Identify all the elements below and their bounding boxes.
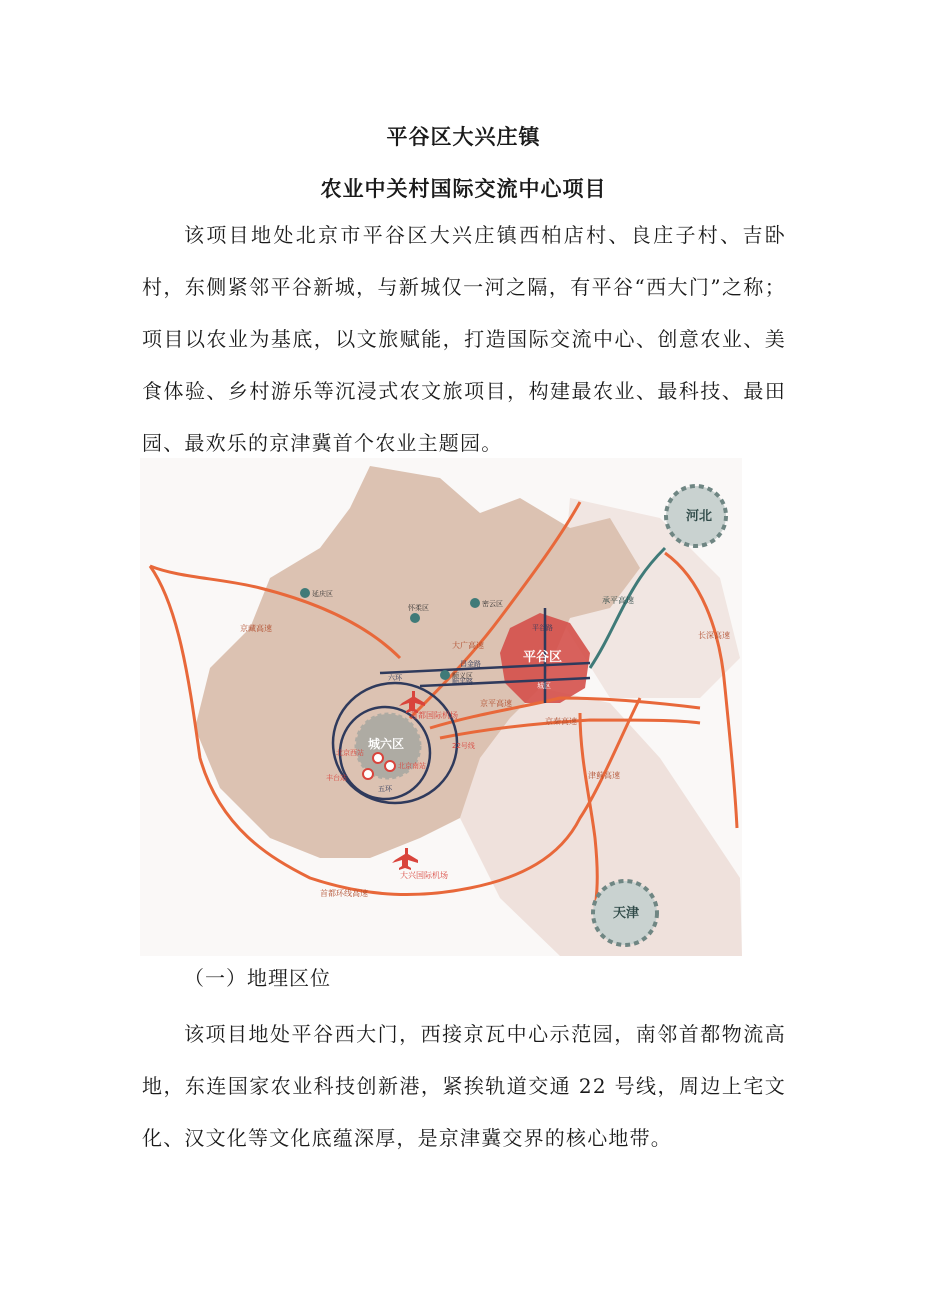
chengping-label: 承平高速: [602, 596, 634, 605]
capital-airport-label: 首都国际机场: [410, 711, 458, 720]
city-six-label: 城六区: [368, 737, 405, 751]
dachang-label: 大广高速: [452, 641, 484, 650]
miyun-dot-icon: [470, 598, 480, 608]
fengtai-label: 丰台站: [326, 774, 347, 782]
changshen-label: 长深高速: [698, 631, 730, 640]
beijing-west-station-icon: [373, 753, 383, 763]
jinji-label: 津蓟高速: [588, 771, 620, 780]
jingping-label: 京平高速: [480, 699, 512, 708]
beijing-south-station-icon: [385, 761, 395, 771]
daxing-airport-label: 大兴国际机场: [400, 871, 448, 880]
beijing-west-label: 北京西站: [336, 749, 364, 757]
location-paragraph: 该项目地处平谷西大门，西接京瓦中心示范园，南邻首都物流高地，东连国家农业科技创新港，紧挨轨道交通 22 号线，周边上宅文化、汉文化等文化底蕴深厚，是京津冀交界的核心地带。: [142, 1022, 786, 1150]
shunyi-dot-icon: [440, 670, 450, 680]
hebei-label: 河北: [686, 509, 713, 524]
tianjin-label: 天津: [613, 906, 640, 921]
yanqing-dot-icon: [300, 588, 310, 598]
location-map-svg: [140, 458, 742, 956]
liuhuan-label: 六环: [388, 674, 402, 682]
jingqin-label: 京秦高速: [545, 717, 577, 726]
section-heading: （一）地理区位: [184, 966, 331, 990]
pinggu-road-label: 平谷路: [532, 624, 553, 632]
chengqu-label: 城区: [537, 682, 551, 690]
document-title-line1: 平谷区大兴庄镇: [386, 125, 541, 149]
shunping-label: 顺平路: [452, 678, 473, 686]
location-map: [140, 458, 742, 956]
huairou-label: 怀柔区: [408, 604, 429, 612]
jingzang-label: 京藏高速: [240, 624, 272, 633]
shunyi-label: 顺义区: [452, 672, 473, 680]
fengtai-station-icon: [363, 769, 373, 779]
ring-expressway-label: 首都环线高速: [320, 889, 368, 898]
pinggu-label: 平谷区: [523, 650, 563, 665]
changjin-label: 昌金路: [460, 660, 481, 668]
wuhuan-label: 五环: [378, 785, 392, 793]
yanqing-label: 延庆区: [312, 590, 333, 598]
miyun-label: 密云区: [482, 600, 503, 608]
huairou-dot-icon: [410, 613, 420, 623]
line22-label: 22号线: [452, 742, 475, 750]
document-title-line2: 农业中关村国际交流中心项目: [320, 177, 607, 201]
intro-paragraph: 该项目地处北京市平谷区大兴庄镇西柏店村、良庄子村、吉卧村，东侧紧邻平谷新城，与新城仅一河之隔，有平谷“西大门”之称；项目以农业为基底，以文旅赋能，打造国际交流中心、创意农业、美食体验、乡村游乐等沉浸式农文旅项目，构建最农业、最科技、最田园、最欢乐的京津冀首个农业主题园。: [142, 223, 786, 455]
beijing-south-label: 北京南站: [398, 762, 426, 770]
